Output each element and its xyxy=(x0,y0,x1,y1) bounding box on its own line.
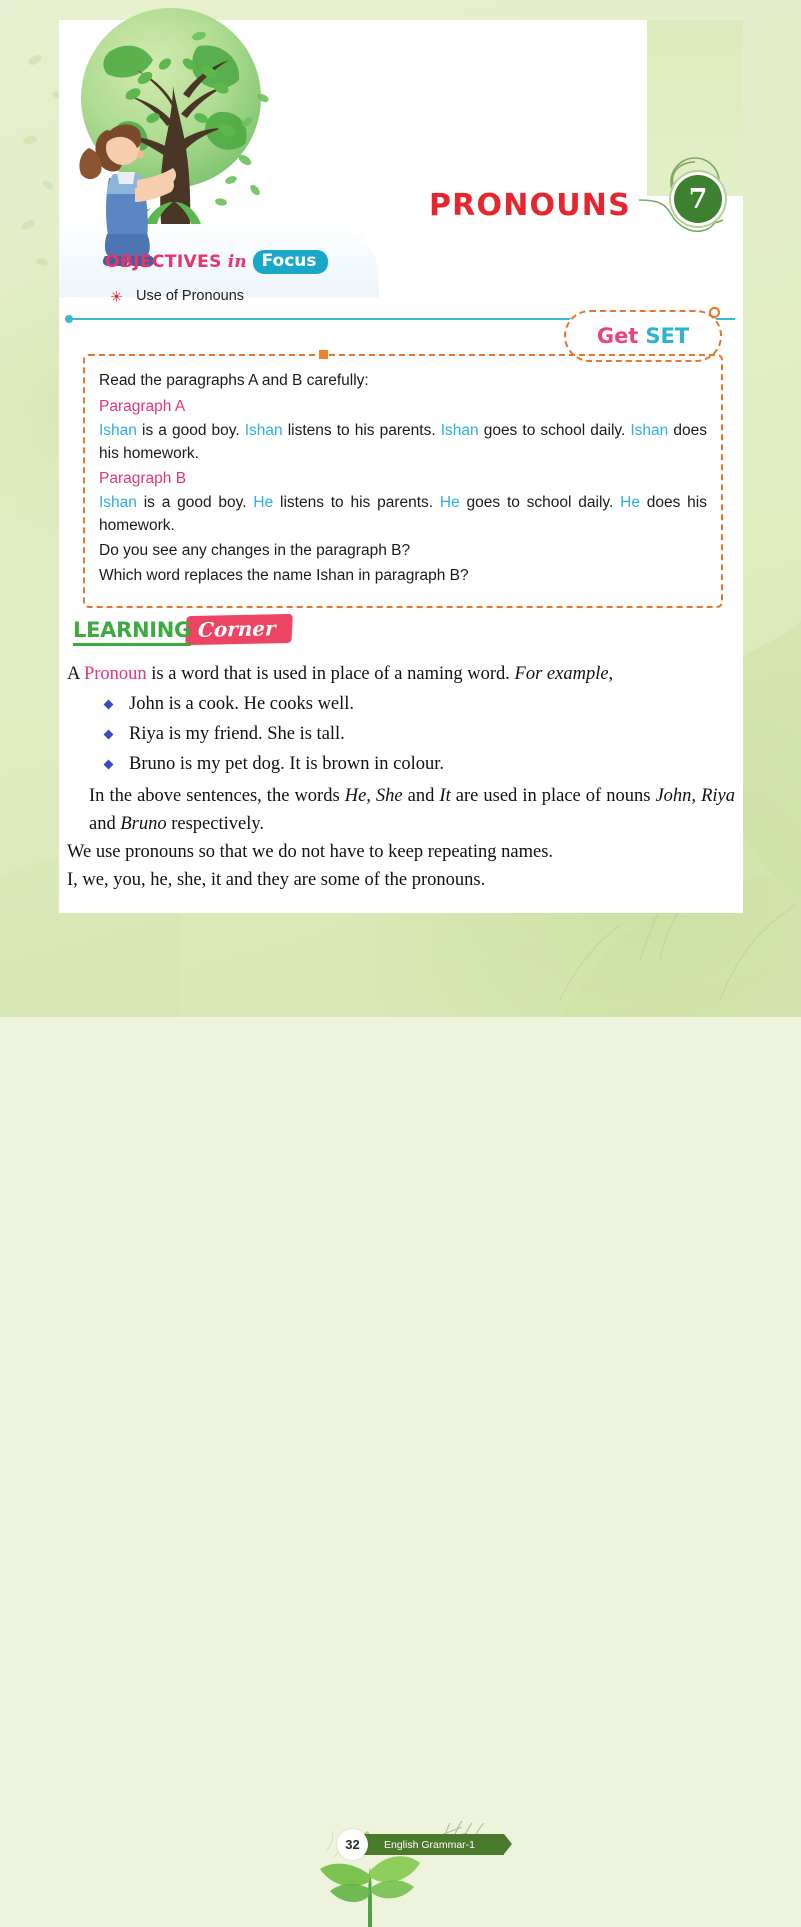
diamond-bullet-icon xyxy=(104,760,114,770)
objectives-in-label: in xyxy=(227,252,247,272)
highlighted-word: Ishan xyxy=(630,421,669,439)
explanation-part: respectively. xyxy=(166,814,265,835)
highlighted-word: Ishan xyxy=(440,421,479,439)
paragraph-b-text xyxy=(99,491,707,538)
for-example-label: For example, xyxy=(514,664,614,684)
example-text: Bruno is my pet dog. It is brown in colour. xyxy=(129,754,444,775)
explanation-part: and xyxy=(89,814,121,835)
chapter-number-badge: 7 xyxy=(674,175,722,223)
definition-before: A xyxy=(67,664,84,684)
objectives-heading xyxy=(105,250,328,274)
activity-box xyxy=(83,354,723,608)
paragraph-a-text xyxy=(99,419,707,466)
list-item xyxy=(67,750,735,780)
explanation-part: and xyxy=(402,786,440,807)
list-item xyxy=(67,690,735,720)
activity-question-2: Which word replaces the name Ishan in paragraph B? xyxy=(99,567,469,585)
plain-text: does his homework. xyxy=(99,494,707,535)
learning-corner-banner xyxy=(73,618,292,646)
objectives-label: OBJECTIVES xyxy=(105,252,222,272)
plain-text: is a good boy. xyxy=(136,494,254,512)
header-zone xyxy=(59,20,743,304)
activity-box-marker xyxy=(319,350,328,359)
objective-text: Use of Pronouns xyxy=(136,288,245,304)
page-number: 32 xyxy=(337,1829,368,1860)
learning-body xyxy=(67,660,735,894)
explanation-italic: Bruno xyxy=(120,814,167,835)
explanation-italic: John, Riya xyxy=(655,786,735,807)
plain-text: does his homework. xyxy=(99,421,707,462)
page-footer xyxy=(0,913,801,1852)
diamond-bullet-icon xyxy=(104,700,114,710)
note-line-2: I, we, you, he, she, it and they are some of the pronouns. xyxy=(67,870,486,891)
explanation-part: are used in place of nouns xyxy=(450,786,656,807)
starburst-icon xyxy=(111,291,122,302)
plain-text: listens to his parents. xyxy=(282,421,441,439)
tree-hug-illustration xyxy=(49,2,309,272)
corner-label: Corner xyxy=(185,614,292,645)
set-label: SET xyxy=(645,324,690,348)
get-label: Get xyxy=(596,324,639,348)
learning-label: LEARNING xyxy=(73,618,191,646)
definition-after: is a word that is used in place of a naming word. xyxy=(146,664,515,684)
pronoun-definition xyxy=(67,660,735,688)
example-text: Riya is my friend. She is tall. xyxy=(129,724,345,745)
highlighted-word: He xyxy=(439,494,460,512)
footer-book-title: English Grammar-1 xyxy=(355,1834,504,1855)
content-card xyxy=(59,20,743,913)
highlighted-word: He xyxy=(620,494,640,512)
highlighted-word: Ishan xyxy=(99,494,137,512)
get-set-circle-decoration xyxy=(709,307,720,318)
highlighted-word: Ishan xyxy=(99,421,137,439)
example-text: John is a cook. He cooks well. xyxy=(129,694,355,715)
paragraph-a-label: Paragraph A xyxy=(99,397,186,415)
objectives-focus-badge: Focus xyxy=(253,250,328,274)
plain-text: goes to school daily. xyxy=(459,494,621,512)
diamond-bullet-icon xyxy=(104,730,114,740)
plain-text: goes to school daily. xyxy=(478,421,631,439)
objective-list-item xyxy=(111,288,244,304)
explanation-paragraph xyxy=(67,782,735,838)
explanation-part: In the above sentences, the words xyxy=(89,786,345,807)
definition-keyword: Pronoun xyxy=(83,664,147,684)
highlighted-word: He xyxy=(253,494,274,512)
plain-text: listens to his parents. xyxy=(273,494,440,512)
highlighted-word: Ishan xyxy=(244,421,283,439)
plain-text: is a good boy. xyxy=(136,421,245,439)
explanation-italic: It xyxy=(439,786,451,807)
page-title: PRONOUNS xyxy=(429,188,631,223)
activity-question-1: Do you see any changes in the paragraph B? xyxy=(99,541,411,559)
activity-instruction: Read the paragraphs A and B carefully: xyxy=(99,372,369,389)
paragraph-b-label: Paragraph B xyxy=(99,470,187,488)
note-line-1: We use pronouns so that we do not have to keep repeating names. xyxy=(67,842,554,863)
list-item xyxy=(67,720,735,750)
example-list xyxy=(67,690,735,780)
explanation-italic: He, She xyxy=(344,786,403,807)
